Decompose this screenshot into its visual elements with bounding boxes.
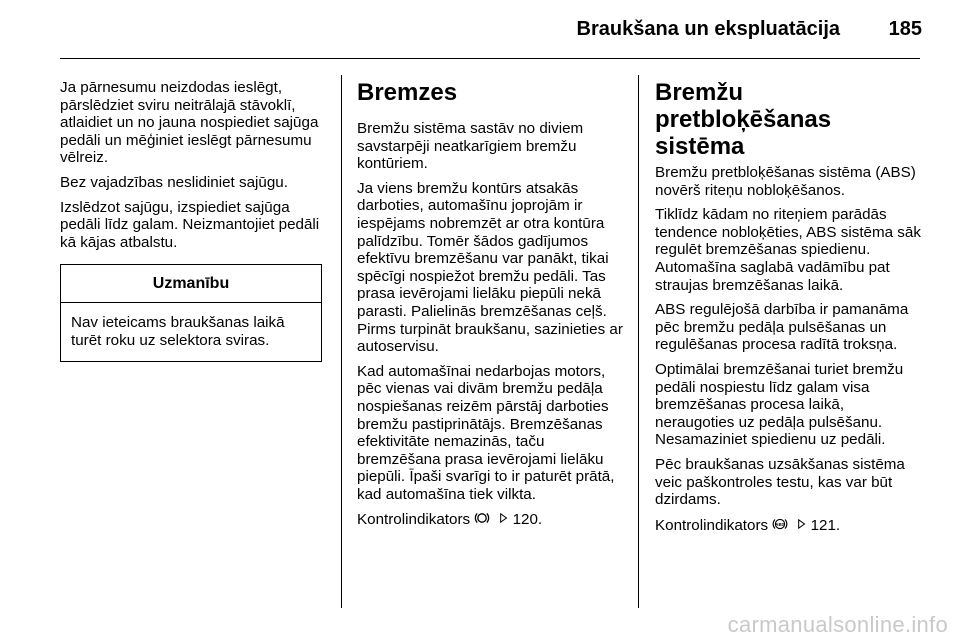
page-reference-icon <box>797 516 807 532</box>
paragraph: Ja pārnesumu neizdodas ieslēgt, pārslēdziet sviru neitrālajā stāvoklī, atlaidiet un no jauna nospiediet sajūga pedāli un mēģiniet ieslēgt pārnesumu vēlreiz. <box>60 79 319 167</box>
indicator-page-ref[interactable]: 121. <box>810 516 841 534</box>
column-left <box>60 79 322 362</box>
header-rule <box>60 58 920 59</box>
section-title: Braukšana un ekspluatācija <box>576 18 840 40</box>
heading-abs: Bremžu pretbloķēšanas sistēma <box>655 79 832 160</box>
paragraph: Bez vajadzības neslidiniet sajūgu. <box>60 173 288 191</box>
column-divider <box>638 75 639 608</box>
paragraph: Bremžu pretbloķēšanas sistēma (ABS) novērš riteņu nobloķēšanos. <box>655 164 916 199</box>
caution-box <box>60 264 322 361</box>
paragraph: Ja viens bremžu kontūrs atsakās darboties, automašīnu joprojām ir iespējams nobremzēt ar otra kontūra palīdzību. Tomēr šādos gadījumos efektīvu bremzēšanu var panākt, tikai spēcīgi nospiežot bremžu pedāli. Tas prasa ievērojami lielāku piepūli nekā parasti. Palielinās bremzēšanas ceļš. Pirms turpināt braukšanu, sazinieties ar autoservisu. <box>357 179 623 356</box>
abs-warning-icon <box>772 516 788 532</box>
svg-text:ABS: ABS <box>775 521 786 527</box>
paragraph: ABS regulējošā darbība ir pamanāma pēc bremžu pedāļa pulsēšanas un regulēšanas procesa radītā troksņa. <box>655 301 909 354</box>
indicator-line <box>655 516 923 535</box>
paragraph: Pēc braukšanas uzsākšanas sistēma veic paškontroles testu, kas var būt dzirdams. <box>655 455 905 509</box>
column-middle <box>357 79 623 536</box>
caution-text: Nav ieteicams braukšanas laikā turēt roku uz selektora sviras. <box>71 314 285 349</box>
page-reference-icon <box>499 510 509 526</box>
paragraph: Kad automašīnai nedarbojas motors, pēc vienas vai divām bremžu pedāļa nospiešanas reizēm pārstāj darboties bremžu pastiprinātājs. Bremzēšanas efektivitāte nemazinās, taču bremzēšana prasa ievērojami lielāku piepūli. Īpaši svarīgi to ir paturēt prātā, kad automašīna tiek vilkta. <box>357 362 615 503</box>
paragraph: Tiklīdz kādam no riteņiem parādās tendence nobloķēties, ABS sistēma sāk regulēt bremzēšanas spiedienu. Automašīna saglabā vadāmību pat straujas bremzēšanas laikā. <box>655 206 921 294</box>
column-divider <box>341 75 342 608</box>
page-header <box>0 0 960 60</box>
paragraph: Optimālai bremzēšanai turiet bremžu pedāli nospiestu līdz galam visa bremzēšanas procesa laikā, neraugoties uz pedāļa pulsēšanu. Nesamaziniet spiedienu uz pedāli. <box>655 360 904 449</box>
indicator-line <box>357 510 623 529</box>
brake-warning-icon <box>474 510 490 526</box>
column-right <box>655 79 923 541</box>
paragraph: Izslēdzot sajūgu, izspiediet sajūga pedāli līdz galam. Neizmantojiet pedāli kā kājas atbalstu. <box>60 198 320 251</box>
page-number: 185 <box>888 18 922 40</box>
indicator-label: Kontrolindikators <box>357 511 471 529</box>
heading-brakes: Bremzes <box>357 79 458 106</box>
indicator-label: Kontrolindikators <box>655 516 769 534</box>
paragraph: Bremžu sistēma sastāv no diviem savstarpēji neatkarīgiem bremžu kontūriem. <box>357 120 584 173</box>
indicator-page-ref[interactable]: 120. <box>512 511 543 529</box>
watermark: carmanualsonline.info <box>727 612 948 637</box>
caution-title: Uzmanību <box>61 265 321 303</box>
